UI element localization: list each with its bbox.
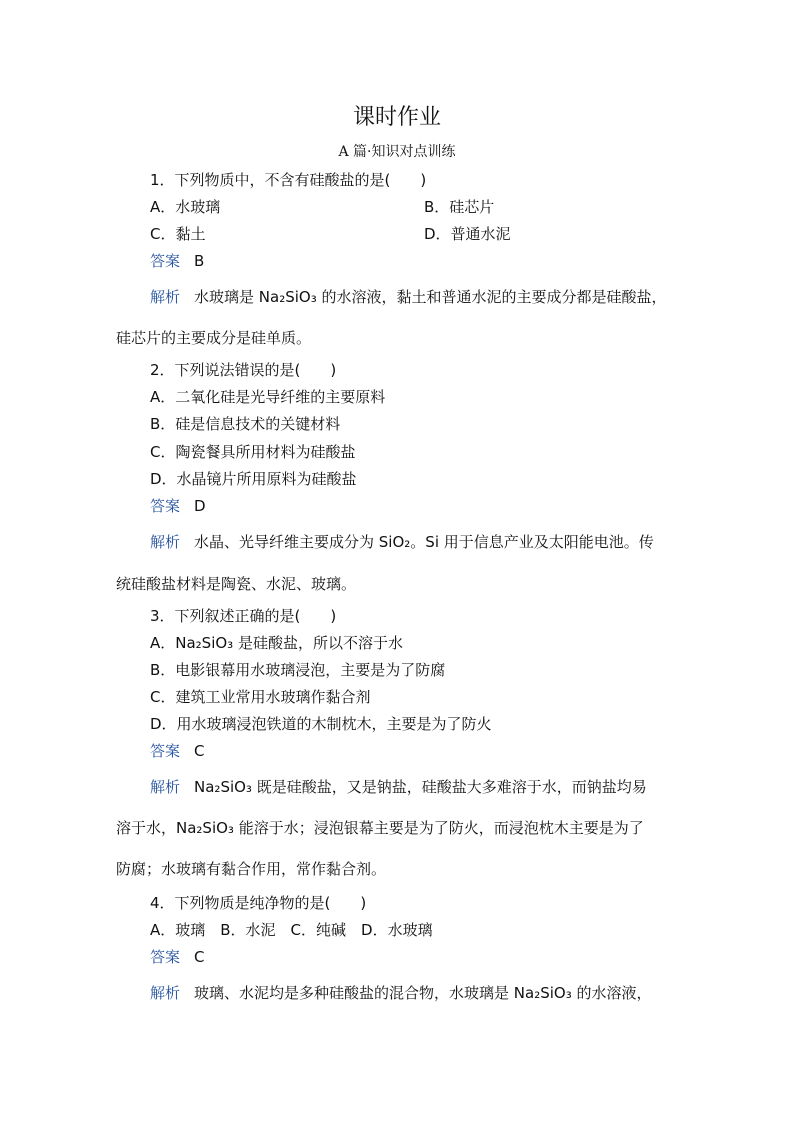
question-1-option-c: C．黏土 (150, 225, 206, 243)
explanation-text: 玻璃、水泥均是多种硅酸盐的混合物，水玻璃是 Na₂SiO₃ 的水溶液， (194, 984, 652, 1002)
question-1-option-d: D．普通水泥 (424, 225, 511, 243)
explanation-label: 解析 (150, 533, 181, 551)
explanation-label: 解析 (150, 778, 181, 796)
answer-label: 答案 (150, 497, 181, 515)
answer-label: 答案 (150, 948, 181, 966)
question-3-option-c: C．建筑工业常用水玻璃作黏合剂 (150, 688, 371, 706)
question-4-explanation-line-1 (150, 983, 652, 1003)
answer-label: 答案 (150, 742, 181, 760)
question-2-option-a: A．二氧化硅是光导纤维的主要原料 (150, 388, 386, 406)
explanation-label: 解析 (150, 288, 181, 306)
answer-label: 答案 (150, 252, 181, 270)
question-3-option-b: B．电影银幕用水玻璃浸泡，主要是为了防腐 (150, 661, 446, 679)
question-1-explanation-line-2: 硅芯片的主要成分是硅单质。 (116, 329, 312, 347)
section-subtitle: A 篇·知识对点训练 (338, 144, 456, 160)
question-2-stem: 2．下列说法错误的是( ) (150, 361, 337, 379)
question-2-option-d: D．水晶镜片所用原料为硅酸盐 (150, 470, 357, 488)
question-3-option-a: A．Na₂SiO₃ 是硅酸盐，所以不溶于水 (150, 634, 403, 652)
answer-value: B (194, 252, 205, 270)
answer-value: C (194, 742, 205, 760)
answer-value: C (194, 948, 205, 966)
question-4-options: A．玻璃 B．水泥 C．纯碱 D．水玻璃 (150, 921, 433, 939)
explanation-text: Na₂SiO₃ 既是硅酸盐，又是钠盐，硅酸盐大多难溶于水，而钠盐均易 (194, 778, 647, 796)
question-1-option-a: A．水玻璃 (150, 198, 221, 216)
question-3-option-d: D．用水玻璃浸泡铁道的木制枕木，主要是为了防火 (150, 715, 492, 733)
explanation-label: 解析 (150, 984, 181, 1002)
question-2-explanation-line-2: 统硅酸盐材料是陶瓷、水泥、玻璃。 (116, 575, 357, 593)
question-3-explanation-line-2: 溶于水，Na₂SiO₃ 能溶于水；浸泡银幕主要是为了防火，而浸泡枕木主要是为了 (116, 819, 644, 837)
question-1-option-b: B．硅芯片 (424, 198, 495, 216)
question-1-answer (150, 251, 204, 271)
question-2-option-b: B．硅是信息技术的关键材料 (150, 415, 341, 433)
question-2-explanation-line-1 (150, 532, 654, 552)
question-3-explanation-line-1 (150, 777, 647, 797)
question-3-stem: 3．下列叙述正确的是( ) (150, 607, 337, 625)
page-title: 课时作业 (352, 105, 441, 130)
question-3-answer (150, 741, 205, 761)
question-2-answer (150, 496, 206, 516)
explanation-text: 水晶、光导纤维主要成分为 SiO₂。Si 用于信息产业及太阳能电池。传 (194, 533, 654, 551)
question-2-option-c: C．陶瓷餐具所用材料为硅酸盐 (150, 443, 356, 461)
question-3-explanation-line-3: 防腐；水玻璃有黏合作用，常作黏合剂。 (116, 860, 387, 878)
explanation-text: 水玻璃是 Na₂SiO₃ 的水溶液，黏土和普通水泥的主要成分都是硅酸盐， (194, 288, 667, 306)
question-1-explanation-line-1 (150, 287, 667, 307)
question-4-answer (150, 947, 205, 967)
question-4-stem: 4．下列物质是纯净物的是( ) (150, 894, 367, 912)
question-1-stem: 1．下列物质中，不含有硅酸盐的是( ) (150, 171, 427, 189)
answer-value: D (194, 497, 206, 515)
